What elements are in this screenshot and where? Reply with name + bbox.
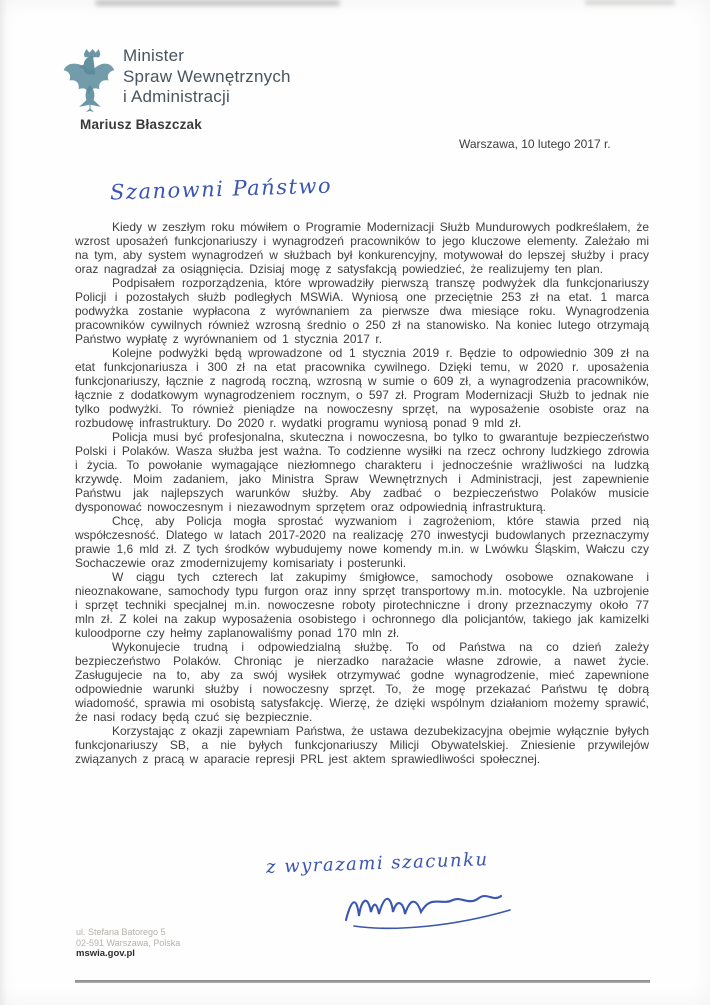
footer-address-line: ul. Stefana Batorego 5: [76, 927, 166, 937]
letter-paragraph: Korzystając z okazji zapewniam Państwa, że ustawa dezubekizacyjna obejmie wyłącznie byłych funkcjonariuszy SB, a nie byłych funkcjonariuszy Milicji Obywatelskiej. Zniesienie przywilejów związanych z pracą w aparacie represji PRL jest aktem sprawiedliwości społecznej.: [75, 724, 649, 766]
ministry-title-line: Spraw Wewnętrznych: [123, 66, 291, 86]
letter-paragraph: Chcę, aby Policja mogła sprostać wyzwaniom i zagrożeniom, które stawia przed nią współczesność. Dlatego w latach 2017-2020 na realizację 270 inwestycji budowlanych przeznaczymy prawie 1,6 mld zł. Z tych środków wybudujemy nowe komendy m.in. w Lwówku Śląskim, Wałczu czy Sochaczewie oraz zmodernizujemy komisariaty i posterunki.: [75, 514, 649, 570]
polish-eagle-emblem-icon: [62, 48, 118, 112]
footer-address-block: [76, 927, 180, 960]
letter-paragraph: Kolejne podwyżki będą wprowadzone od 1 stycznia 2019 r. Będzie to odpowiednio 309 zł na etat funkcjonariusza i 300 zł na etat pracownika cywilnego. Dzięki temu, w 2020 r. uposażenia funkcjonariuszy, łącznie z nagrodą roczną, wzrosną w sumie o 609 zł, a wynagrodzenia pracowników, łącznie z dodatkowym wynagrodzeniem rocznym, o 597 zł. Program Modernizacji Służb to jednak nie tylko podwyżki. To również pieniądze na nowoczesny sprzęt, na wyposażenie osobiste oraz na rozbudowę infrastruktury. Do 2020 r. wydatki programu wyniosą ponad 9 mld zł.: [75, 346, 649, 430]
handwritten-greeting: Szanowni Państwo: [109, 173, 333, 205]
ministry-title-line: i Administracji: [123, 87, 230, 106]
letter-paragraph: Policja musi być profesjonalna, skuteczna i nowoczesna, bo tylko to gwarantuje bezpieczeństwo Polski i Polaków. Wasza służba jest ważna. To codzienne wysiłki na rzecz ochrony ludzkiego zdrowia i życia. To powołanie wymagające niezłomnego charakteru i jednocześnie wrażliwości na ludzką krzywdę. Moim zadaniem, jako Ministra Spraw Wewnętrznych i Administracji, jest zapewnienie Państwu jak najlepszych warunków służby. Aby zadbać o bezpieczeństwo Polaków musicie dysponować nowoczesnym i niezawodnym sprzętem oraz odpowiednią infrastrukturą.: [75, 430, 649, 514]
ministry-title: [123, 46, 291, 108]
footer-address-line: 02-591 Warszawa, Polska: [76, 937, 181, 948]
scan-edge-shadow: [0, 0, 7, 1005]
scan-artifact: [585, 0, 675, 5]
minister-name: Mariusz Błaszczak: [80, 117, 202, 132]
handwritten-closing: z wyrazami szacunku: [265, 849, 489, 878]
footer-website: mswia.gov.pl: [76, 948, 135, 959]
ministry-title-line: Minister: [123, 46, 185, 65]
signature-scribble: [340, 886, 525, 936]
letter-paragraph: Wykonujecie trudną i odpowiedzialną służbę. To od Państwa na co dzień zależy bezpieczeństwo Polaków. Chroniąc je nierzadko narażacie własne zdrowie, a nawet życie. Zasługujecie na to, aby za swój wysiłek otrzymywać godne wynagrodzenie, mieć zapewnione odpowiednie warunki służby i nowoczesny sprzęt. To, że mogę przekazać Państwu tę dobrą wiadomość, sprawia mi osobistą satysfakcję. Wierzę, że dzięki wspólnym działaniom możemy sprawić, że nasi rodacy będą czuć się bezpiecznie.: [75, 640, 649, 724]
footer-divider-rule: [75, 980, 650, 983]
letter-paragraph: W ciągu tych czterech lat zakupimy śmigłowce, samochody osobowe oznakowane i nieoznakowane, samochody typu furgon oraz inny sprzęt transportowy m.in. motocykle. Na uzbrojenie i sprzęt techniki specjalnej m.in. nowoczesne roboty pirotechniczne i drony przeznaczymy około 77 mln zł. Z kolei na zakup wyposażenia osobistego i ochronnego dla policjantów, takiego jak kamizelki kuloodporne czy hełmy zaplanowaliśmy ponad 170 mln zł.: [75, 570, 649, 640]
letter-paragraph: Kiedy w zeszłym roku mówiłem o Programie Modernizacji Służb Mundurowych podkreślałem, że wzrost uposażeń funkcjonariuszy i wynagrodzeń pracowników to jego kluczowe elementy. Zależało mi na tym, aby system wynagrodzeń w służbach był konkurencyjny, motywował do lepszej służby i pracy oraz nagradzał za osiągnięcia. Dzisiaj mogę z satysfakcją powiedzieć, że realizujemy ten plan.: [75, 220, 649, 276]
scan-artifact: [95, 0, 340, 6]
dateline: Warszawa, 10 lutego 2017 r.: [459, 137, 611, 151]
letter-body: [75, 220, 649, 766]
letter-paragraph: Podpisałem rozporządzenia, które wprowadziły pierwszą transzę podwyżek dla funkcjonariuszy Policji i pozostałych służb podległych MSWiA. Wyniosą one przeciętnie 253 zł na etat. 1 marca podwyżka zostanie wypłacona z wyrównaniem za pierwsze dwa miesiące roku. Wynagrodzenia pracowników cywilnych również wzrosną średnio o 250 zł na stanowisko. Na koniec lutego otrzymają Państwo wypłatę z wyrównaniem od 1 stycznia 2017 r.: [75, 276, 649, 346]
